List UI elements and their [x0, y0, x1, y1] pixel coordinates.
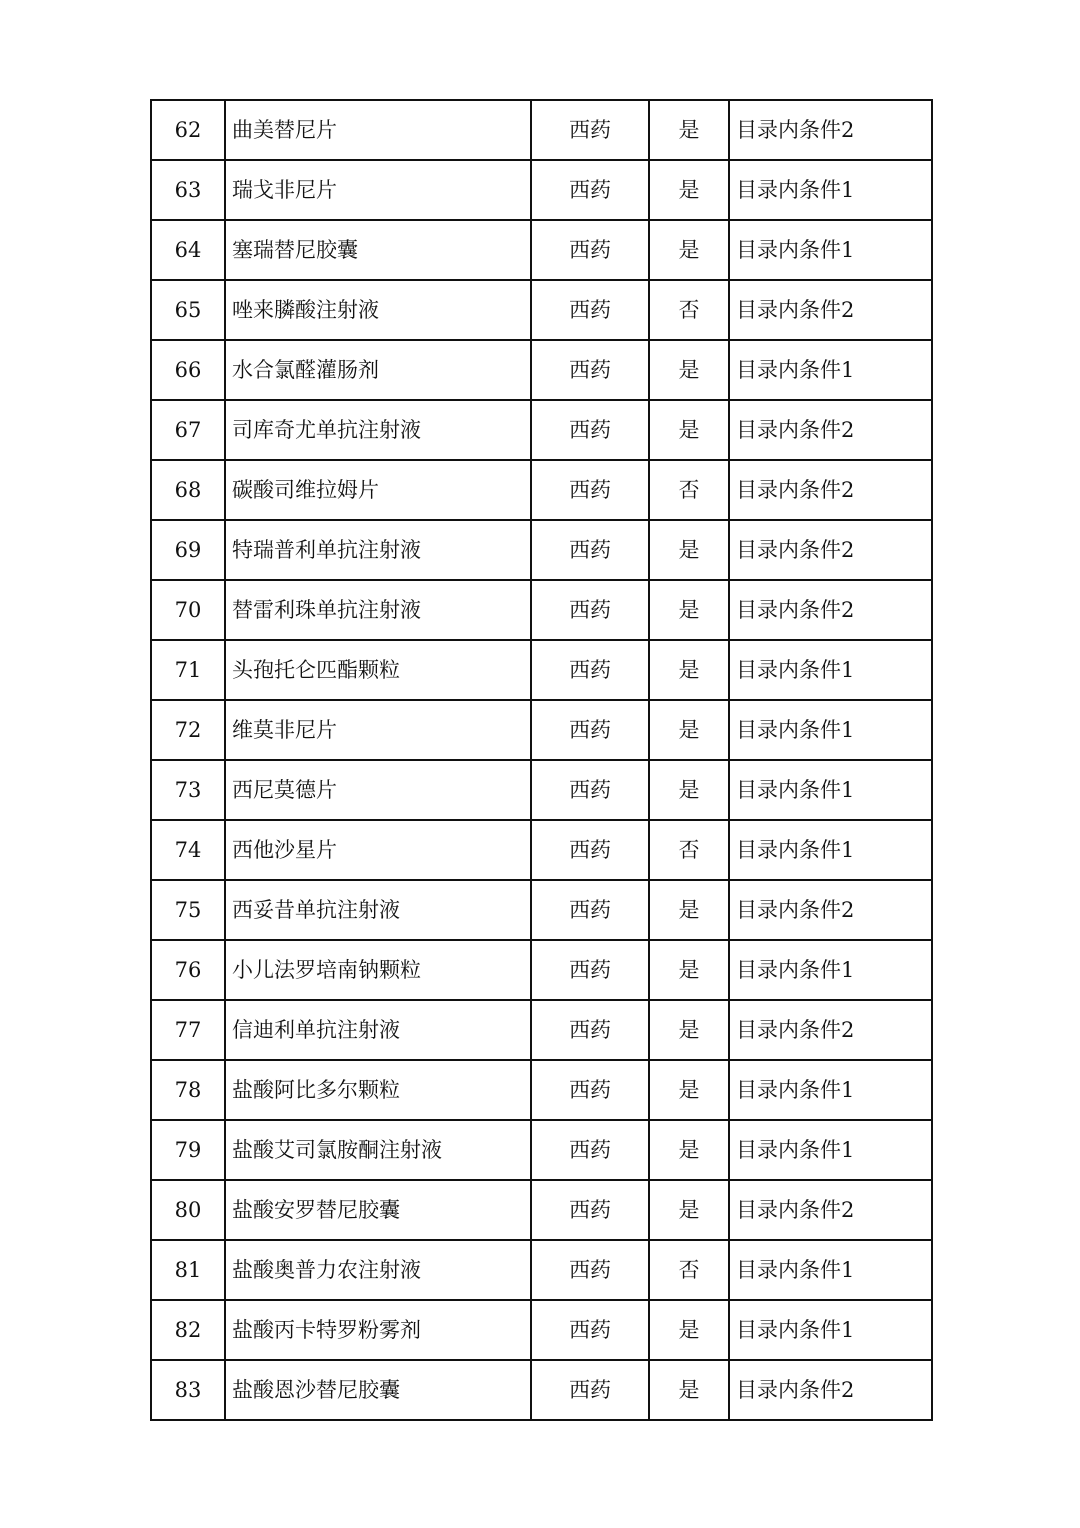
drug-type-cell: 西药 [531, 1120, 649, 1180]
drug-type-cell: 西药 [531, 760, 649, 820]
table-row [151, 1000, 932, 1060]
row-number-cell: 73 [151, 760, 225, 820]
row-number-cell: 71 [151, 640, 225, 700]
drug-name-cell: 盐酸安罗替尼胶囊 [225, 1180, 531, 1240]
yes-no-flag-cell: 否 [649, 460, 729, 520]
catalog-condition-cell: 目录内条件2 [729, 400, 932, 460]
drug-type-cell: 西药 [531, 1240, 649, 1300]
yes-no-flag-cell: 是 [649, 1120, 729, 1180]
yes-no-flag-cell: 否 [649, 1240, 729, 1300]
yes-no-flag-cell: 是 [649, 160, 729, 220]
catalog-condition-cell: 目录内条件1 [729, 760, 932, 820]
catalog-condition-cell: 目录内条件2 [729, 520, 932, 580]
catalog-condition-cell: 目录内条件2 [729, 880, 932, 940]
yes-no-flag-cell: 是 [649, 340, 729, 400]
row-number-cell: 68 [151, 460, 225, 520]
row-number-cell: 78 [151, 1060, 225, 1120]
table-row [151, 520, 932, 580]
catalog-condition-cell: 目录内条件1 [729, 940, 932, 1000]
row-number-cell: 83 [151, 1360, 225, 1420]
drug-type-cell: 西药 [531, 640, 649, 700]
table-row [151, 1180, 932, 1240]
table-row [151, 1300, 932, 1360]
drug-name-cell: 曲美替尼片 [225, 100, 531, 160]
yes-no-flag-cell: 是 [649, 400, 729, 460]
yes-no-flag-cell: 否 [649, 280, 729, 340]
drug-list-table [150, 99, 933, 1421]
row-number-cell: 81 [151, 1240, 225, 1300]
catalog-condition-cell: 目录内条件2 [729, 100, 932, 160]
catalog-condition-cell: 目录内条件1 [729, 160, 932, 220]
catalog-condition-cell: 目录内条件1 [729, 1300, 932, 1360]
yes-no-flag-cell: 是 [649, 700, 729, 760]
drug-name-cell: 盐酸艾司氯胺酮注射液 [225, 1120, 531, 1180]
row-number-cell: 66 [151, 340, 225, 400]
drug-type-cell: 西药 [531, 160, 649, 220]
table-row [151, 580, 932, 640]
drug-type-cell: 西药 [531, 280, 649, 340]
row-number-cell: 74 [151, 820, 225, 880]
drug-type-cell: 西药 [531, 1000, 649, 1060]
table-row [151, 460, 932, 520]
drug-name-cell: 碳酸司维拉姆片 [225, 460, 531, 520]
row-number-cell: 63 [151, 160, 225, 220]
table-row [151, 1240, 932, 1300]
drug-type-cell: 西药 [531, 1180, 649, 1240]
yes-no-flag-cell: 是 [649, 1360, 729, 1420]
catalog-condition-cell: 目录内条件2 [729, 280, 932, 340]
table-row [151, 760, 932, 820]
drug-name-cell: 盐酸恩沙替尼胶囊 [225, 1360, 531, 1420]
drug-name-cell: 唑来膦酸注射液 [225, 280, 531, 340]
row-number-cell: 62 [151, 100, 225, 160]
catalog-condition-cell: 目录内条件1 [729, 1240, 932, 1300]
row-number-cell: 75 [151, 880, 225, 940]
table-row [151, 400, 932, 460]
drug-type-cell: 西药 [531, 940, 649, 1000]
drug-type-cell: 西药 [531, 220, 649, 280]
catalog-condition-cell: 目录内条件2 [729, 580, 932, 640]
table-row [151, 820, 932, 880]
drug-type-cell: 西药 [531, 400, 649, 460]
catalog-condition-cell: 目录内条件1 [729, 700, 932, 760]
yes-no-flag-cell: 是 [649, 520, 729, 580]
drug-name-cell: 瑞戈非尼片 [225, 160, 531, 220]
table-row [151, 1360, 932, 1420]
catalog-condition-cell: 目录内条件1 [729, 1060, 932, 1120]
drug-type-cell: 西药 [531, 580, 649, 640]
yes-no-flag-cell: 否 [649, 820, 729, 880]
yes-no-flag-cell: 是 [649, 940, 729, 1000]
row-number-cell: 77 [151, 1000, 225, 1060]
table-row [151, 640, 932, 700]
table-row [151, 880, 932, 940]
catalog-condition-cell: 目录内条件2 [729, 460, 932, 520]
table-row [151, 280, 932, 340]
drug-name-cell: 西尼莫德片 [225, 760, 531, 820]
drug-name-cell: 盐酸阿比多尔颗粒 [225, 1060, 531, 1120]
drug-type-cell: 西药 [531, 1300, 649, 1360]
yes-no-flag-cell: 是 [649, 760, 729, 820]
drug-name-cell: 替雷利珠单抗注射液 [225, 580, 531, 640]
drug-name-cell: 小儿法罗培南钠颗粒 [225, 940, 531, 1000]
drug-name-cell: 维莫非尼片 [225, 700, 531, 760]
yes-no-flag-cell: 是 [649, 1180, 729, 1240]
drug-name-cell: 盐酸丙卡特罗粉雾剂 [225, 1300, 531, 1360]
catalog-condition-cell: 目录内条件1 [729, 220, 932, 280]
row-number-cell: 72 [151, 700, 225, 760]
row-number-cell: 65 [151, 280, 225, 340]
row-number-cell: 80 [151, 1180, 225, 1240]
drug-name-cell: 塞瑞替尼胶囊 [225, 220, 531, 280]
drug-name-cell: 头孢托仑匹酯颗粒 [225, 640, 531, 700]
yes-no-flag-cell: 是 [649, 220, 729, 280]
yes-no-flag-cell: 是 [649, 1000, 729, 1060]
drug-type-cell: 西药 [531, 880, 649, 940]
table-row [151, 700, 932, 760]
row-number-cell: 67 [151, 400, 225, 460]
table-row [151, 1120, 932, 1180]
catalog-condition-cell: 目录内条件1 [729, 640, 932, 700]
yes-no-flag-cell: 是 [649, 1300, 729, 1360]
table-row [151, 340, 932, 400]
drug-name-cell: 司库奇尤单抗注射液 [225, 400, 531, 460]
catalog-condition-cell: 目录内条件2 [729, 1000, 932, 1060]
drug-name-cell: 特瑞普利单抗注射液 [225, 520, 531, 580]
table-row [151, 1060, 932, 1120]
row-number-cell: 76 [151, 940, 225, 1000]
drug-type-cell: 西药 [531, 820, 649, 880]
table-row [151, 100, 932, 160]
catalog-condition-cell: 目录内条件1 [729, 1120, 932, 1180]
row-number-cell: 70 [151, 580, 225, 640]
drug-name-cell: 西他沙星片 [225, 820, 531, 880]
yes-no-flag-cell: 是 [649, 880, 729, 940]
row-number-cell: 79 [151, 1120, 225, 1180]
drug-type-cell: 西药 [531, 1360, 649, 1420]
row-number-cell: 64 [151, 220, 225, 280]
catalog-condition-cell: 目录内条件2 [729, 1360, 932, 1420]
drug-name-cell: 水合氯醛灌肠剂 [225, 340, 531, 400]
drug-type-cell: 西药 [531, 460, 649, 520]
catalog-condition-cell: 目录内条件1 [729, 340, 932, 400]
yes-no-flag-cell: 是 [649, 640, 729, 700]
row-number-cell: 82 [151, 1300, 225, 1360]
table-row [151, 160, 932, 220]
drug-type-cell: 西药 [531, 100, 649, 160]
drug-name-cell: 信迪利单抗注射液 [225, 1000, 531, 1060]
table-row [151, 940, 932, 1000]
drug-name-cell: 盐酸奥普力农注射液 [225, 1240, 531, 1300]
row-number-cell: 69 [151, 520, 225, 580]
table-row [151, 220, 932, 280]
drug-type-cell: 西药 [531, 340, 649, 400]
drug-type-cell: 西药 [531, 520, 649, 580]
yes-no-flag-cell: 是 [649, 580, 729, 640]
drug-type-cell: 西药 [531, 1060, 649, 1120]
yes-no-flag-cell: 是 [649, 1060, 729, 1120]
drug-type-cell: 西药 [531, 700, 649, 760]
table-body [151, 100, 932, 1420]
drug-name-cell: 西妥昔单抗注射液 [225, 880, 531, 940]
yes-no-flag-cell: 是 [649, 100, 729, 160]
catalog-condition-cell: 目录内条件2 [729, 1180, 932, 1240]
catalog-condition-cell: 目录内条件1 [729, 820, 932, 880]
